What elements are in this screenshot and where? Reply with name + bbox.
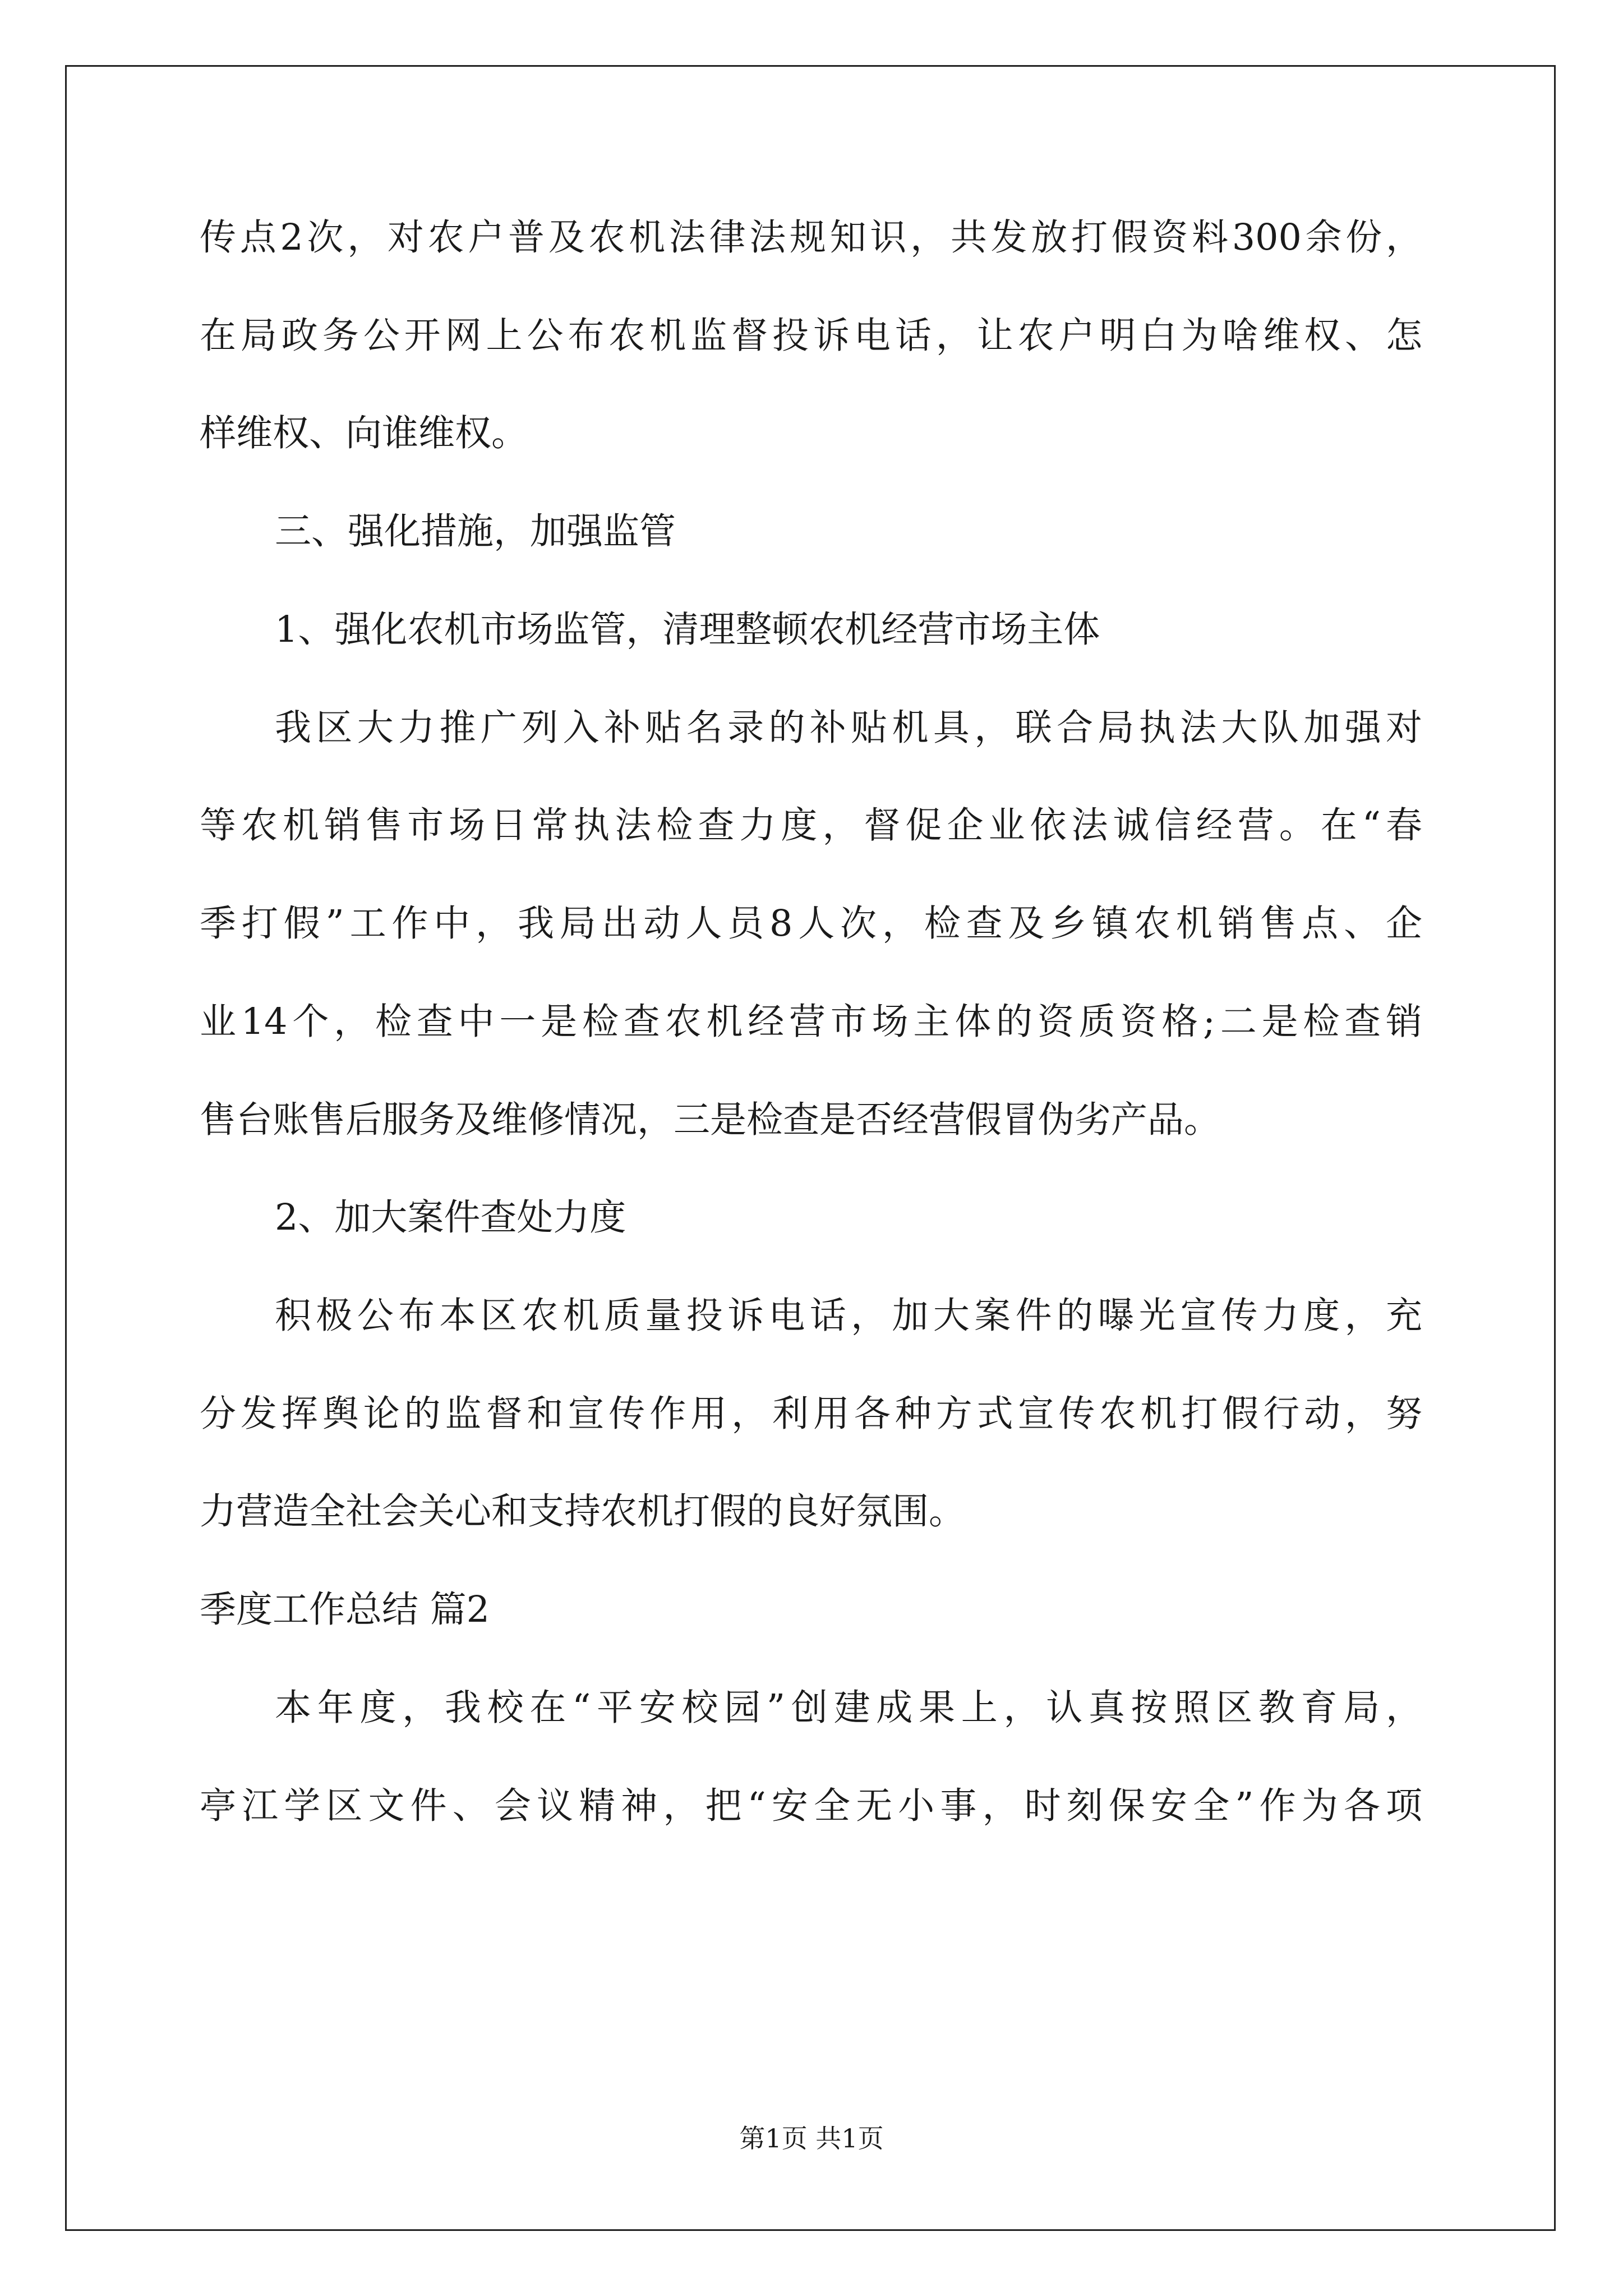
body-line: 本年度，我校在“平安校园”创建成果上，认真按照区教育局， <box>275 1687 1422 1729</box>
body-line: 在局政务公开网上公布农机监督投诉电话，让农户明白为啥维权、怎 <box>200 315 1422 357</box>
page-border <box>65 65 1556 2231</box>
body-line: 分发挥舆论的监督和宣传作用，利用各种方式宣传农机打假行动，努 <box>200 1393 1422 1435</box>
body-line: 季打假”工作中，我局出动人员8人次，检查及乡镇农机销售点、企 <box>200 903 1422 945</box>
subsection-heading: 2、加大案件查处力度 <box>275 1197 626 1239</box>
body-line: 样维权、向谁维权。 <box>200 412 528 454</box>
page-number: 第1页 共1页 <box>739 2123 884 2154</box>
subsection-heading: 1、强化农机市场监管，清理整顿农机经营市场主体 <box>275 609 1100 651</box>
section-heading: 三、强化措施，加强监管 <box>275 510 676 553</box>
body-line: 业14个，检查中一是检查农机经营市场主体的资质资格;二是检查销 <box>200 1001 1422 1043</box>
body-line: 力营造全社会关心和支持农机打假的良好氛围。 <box>200 1490 966 1533</box>
article-title: 季度工作总结 篇2 <box>200 1589 490 1631</box>
body-line: 积极公布本区农机质量投诉电话，加大案件的曝光宣传力度，充 <box>275 1295 1422 1337</box>
body-line: 等农机销售市场日常执法检查力度，督促企业依法诚信经营。在“春 <box>200 804 1422 846</box>
body-line: 售台账售后服务及维修情况，三是检查是否经营假冒伪劣产品。 <box>200 1099 1221 1141</box>
body-line: 我区大力推广列入补贴名录的补贴机具，联合局执法大队加强对 <box>275 707 1422 749</box>
body-line: 亭江学区文件、会议精神，把“安全无小事，时刻保安全”作为各项 <box>200 1785 1422 1827</box>
body-line: 传点2次，对农户普及农机法律法规知识，共发放打假资料300余份， <box>200 217 1422 259</box>
